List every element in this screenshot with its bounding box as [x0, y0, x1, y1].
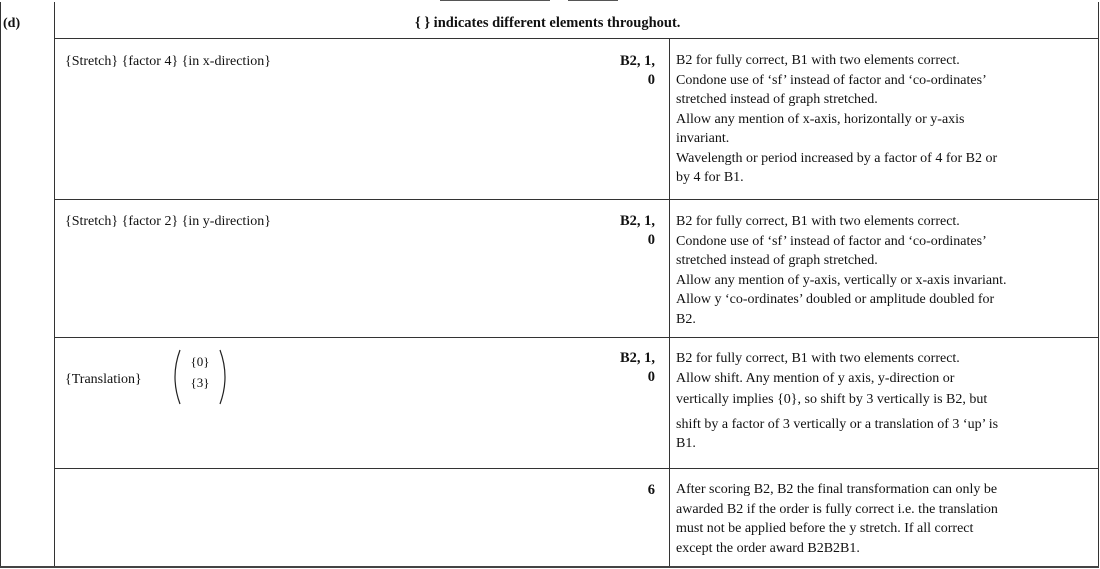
guidance-line: awarded B2 if the order is fully correct i.e. the translation [676, 501, 998, 517]
header-note: { } indicates different elements throughout. [415, 15, 681, 31]
guidance-line: must not be applied before the y stretch. If all correct [676, 521, 974, 536]
guidance-line: Allow any mention of x-axis, horizontally or y-axis [676, 111, 965, 127]
guidance-line: B2 for fully correct, B1 with two elements correct. [676, 53, 960, 68]
guidance-line: B2 for fully correct, B1 with two elements correct. [676, 351, 960, 366]
guidance-line: Wavelength or period increased by a factor of 4 for B2 or [676, 150, 998, 166]
marks-line: B2, 1, [619, 53, 655, 69]
grid-line [54, 38, 1098, 39]
marks-line: 6 [647, 482, 655, 498]
guidance-line: Condone use of ‘sf’ instead of factor and ‘co-ordinates’ [676, 233, 987, 249]
marks-cell-2 [620, 212, 655, 250]
guidance-cell-1 [676, 51, 1086, 188]
grid-line [54, 468, 1098, 469]
guidance-line: except the order award B2B2B1. [676, 540, 860, 556]
guidance-line: stretched instead of graph stretched. [676, 253, 878, 268]
marks-line: 0 [647, 72, 655, 88]
guidance-line: by 4 for B1. [676, 170, 744, 185]
guidance-line: shift by a factor of 3 vertically or a translation of 3 ‘up’ is [676, 416, 999, 432]
guidance-cell-3 [676, 349, 1086, 454]
marks-line: 0 [647, 369, 655, 385]
top-border-fragment [568, 0, 618, 1]
guidance-line: Allow y ‘co-ordinates’ doubled or amplitude doubled for [676, 292, 995, 307]
translation-vector [168, 348, 232, 406]
guidance-line: B2 for fully correct, B1 with two elements correct. [676, 214, 960, 229]
guidance-line: vertically implies {0}, so shift by 3 vertically is B2, but [676, 392, 988, 407]
question-label: (d) [3, 16, 21, 31]
marks-cell-1 [620, 52, 655, 90]
grid-line [54, 199, 1098, 200]
grid-line [1098, 2, 1099, 566]
marks-cell-3 [620, 349, 655, 387]
answer-cell-2: {Stretch} {factor 2} {in y-direction} [65, 214, 271, 229]
guidance-cell-2 [676, 212, 1086, 329]
grid-line [669, 38, 670, 566]
guidance-line: Allow shift. Any mention of y axis, y-direction or [676, 370, 955, 386]
guidance-line: stretched instead of graph stretched. [676, 92, 878, 107]
marks-line: 0 [647, 232, 655, 248]
guidance-cell-4 [676, 480, 1086, 558]
guidance-line: Allow any mention of y-axis, vertically or x-axis invariant. [676, 272, 1007, 288]
guidance-line: B2. [676, 311, 696, 327]
vector-bottom: {3} [190, 375, 210, 390]
marks-line: B2, 1, [619, 350, 655, 366]
grid-line [0, 2, 1, 566]
marks-cell-total [648, 481, 655, 500]
grid-line [54, 337, 1098, 338]
grid-line [54, 2, 55, 566]
guidance-line: Condone use of ‘sf’ instead of factor and ‘co-ordinates’ [676, 72, 987, 88]
marks-line: B2, 1, [619, 213, 655, 229]
guidance-line: B1. [676, 436, 696, 451]
guidance-line: After scoring B2, B2 the final transformation can only be [676, 482, 998, 497]
answer-cell-3: {Translation} [65, 372, 142, 387]
vector-top: {0} [190, 354, 210, 369]
guidance-line: invariant. [676, 131, 730, 146]
top-border-fragment [440, 0, 550, 1]
answer-cell-1: {Stretch} {factor 4} {in x-direction} [65, 54, 271, 69]
